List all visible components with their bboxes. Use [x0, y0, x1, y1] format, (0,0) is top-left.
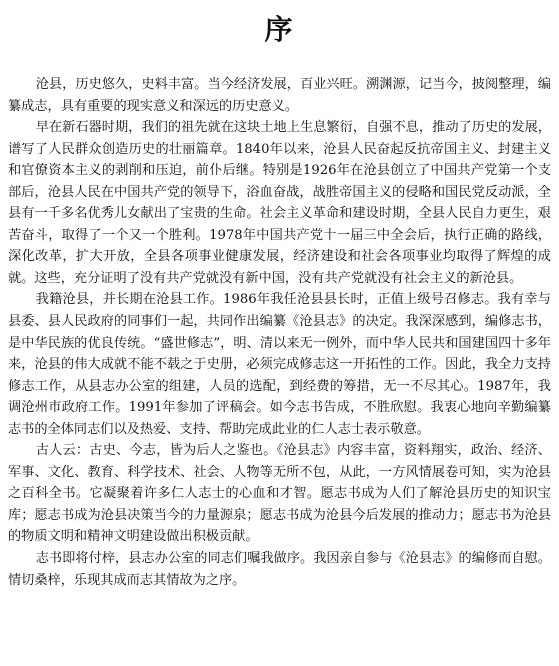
paragraph-closing: 志书即将付梓，县志办公室的同志们嘱我做序。我因亲自参与《沧县志》的编修而自慰。情切桑梓，乐现其成而志其情故为之序。	[8, 551, 551, 588]
preface-body	[8, 74, 551, 591]
paragraph-author-role: 我籍沧县，并长期在沧县工作。1986年我任沧县县长时，正值上级号召修志。我有幸与县委、县人民政府的同事们一起，共同作出编纂《沧县志》的决定。我深深感到，编修志书，是中华民族的优良传统。“盛世修志”，明、清以来无一例外，而中华人民共和国建国四十多年来，沧县的伟大成就不能不载之于史册，必须完成修志这一开拓性的工作。因此，我全力支持修志工作，从县志办公室的组建，人员的选配，到经费的筹措，无一不尽其心。1987年，我调沧州市政府工作。1991年参加了评稿会。如今志书告成，不胜欣慰。我衷心地向辛勤编纂志书的全体同志们以及热爱、支持、帮助完成此业的仁人志士表示敬意。	[8, 292, 551, 437]
paragraph-significance: 古人云：古史、今志，皆为后人之鉴也。《沧县志》内容丰富，资料翔实，政治、经济、军事、文化、教育、科学技术、社会、人物等无所不包，从此，一方风情展卷可知，实为沧县之百科全书。它凝聚着许多仁人志士的心血和才智。愿志书成为人们了解沧县历史的知识宝库；愿志书成为沧县决策当今的力量源泉；愿志书成为沧县今后发展的推动力；愿志书为沧县的物质文明和精神文明建设做出积极贡献。	[8, 443, 551, 545]
page-title: 序	[264, 13, 295, 46]
paragraph-history: 早在新石器时期，我们的祖先就在这块土地上生息繁衍，自强不息，推动了历史的发展，谱写了人民群众创造历史的壮丽篇章。1840年以来，沧县人民奋起反抗帝国主义、封建主义和官僚资本主义的剥削和压迫，前仆后继。特别是1926年在沧县创立了中国共产党第一个支部后，沧县人民在中国共产党的领导下，浴血奋战，战胜帝国主义的侵略和国民党反动派，全县有一千多名优秀儿女献出了宝贵的生命。社会主义革命和建设时期，全县人民自力更生，艰苦奋斗，取得了一个又一个胜利。1978年中国共产党十一届三中全会后，执行正确的路线，深化改革，扩大开放，全县各项事业健康发展，经济建设和社会各项事业均取得了辉煌的成就。这些，充分证明了没有共产党就没有新中国，没有共产党就没有社会主义的新沧县。	[8, 120, 551, 286]
paragraph-intro: 沧县，历史悠久，史料丰富。当今经济发展，百业兴旺。溯渊源，记当今，披阅整理，编纂成志，具有重要的现实意义和深远的历史意义。	[8, 77, 551, 114]
